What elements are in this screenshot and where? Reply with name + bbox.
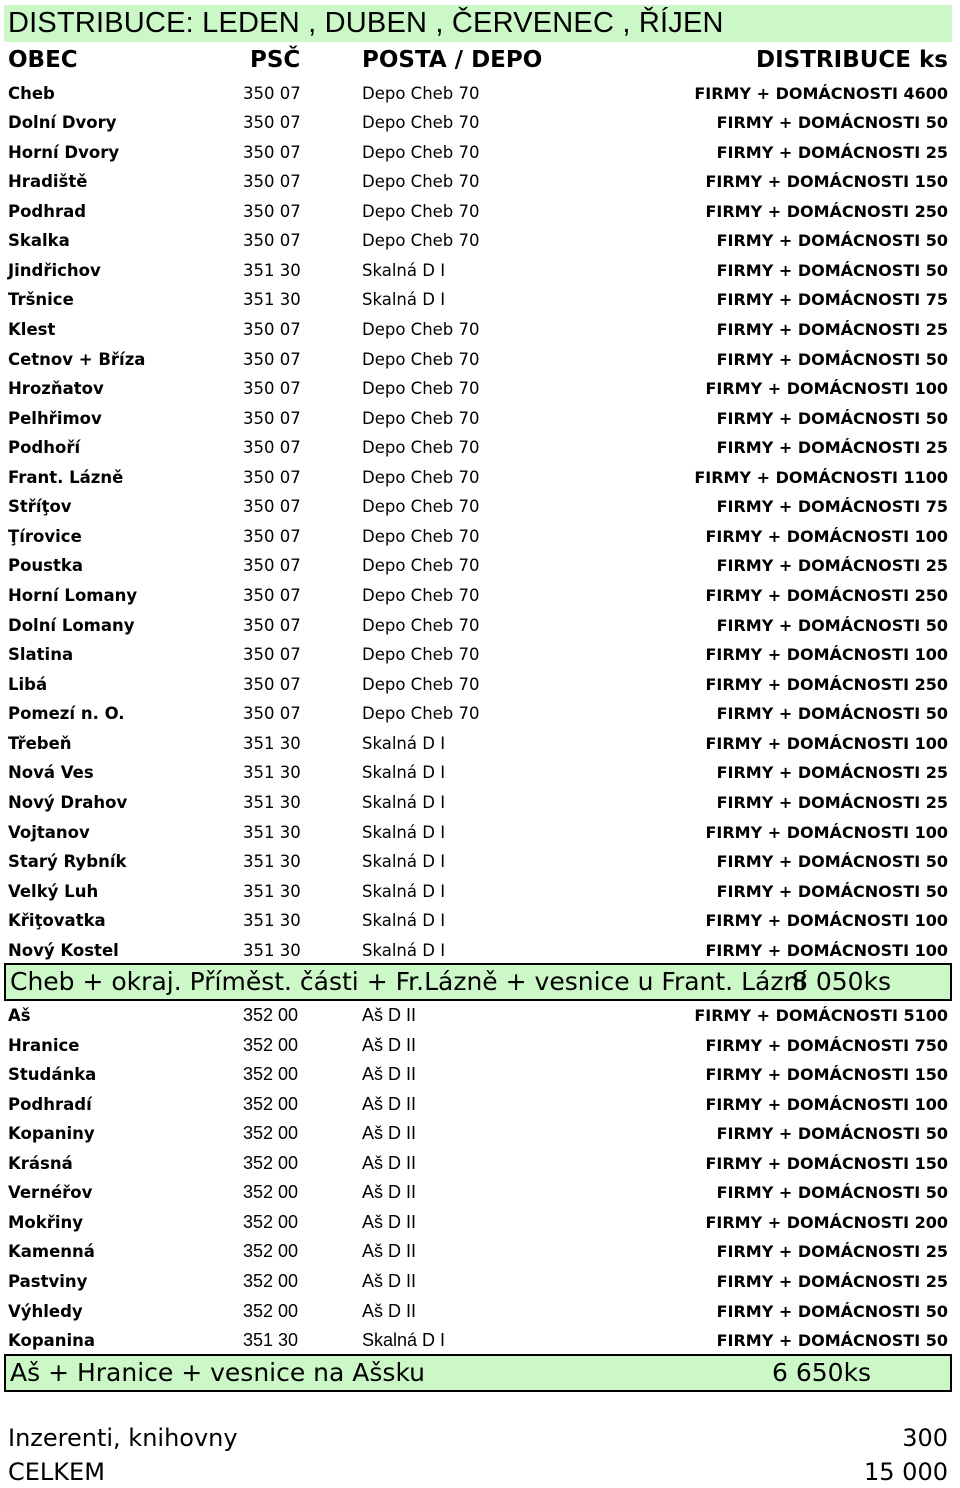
psc-cell: 350 07	[243, 231, 301, 251]
distribuce-cell: FIRMY + DOMÁCNOSTI 100	[705, 733, 948, 753]
distribuce-cell: FIRMY + DOMÁCNOSTI 250	[705, 201, 948, 221]
psc-cell: 350 07	[243, 556, 301, 576]
posta-cell: Depo Cheb 70	[362, 645, 480, 665]
distribuce-cell: FIRMY + DOMÁCNOSTI 50	[716, 113, 948, 133]
header-distribuce: DISTRIBUCE ks	[756, 47, 948, 73]
posta-cell: Depo Cheb 70	[362, 231, 480, 251]
posta-cell: Skalná D I	[362, 881, 446, 901]
table-row	[0, 433, 960, 463]
table-row	[0, 256, 960, 286]
document-title: DISTRIBUCE: LEDEN , DUBEN , ČERVENEC , ŘÍJEN	[4, 5, 952, 42]
table-row	[0, 699, 960, 729]
table-row	[0, 847, 960, 877]
posta-cell: Aš D II	[362, 1152, 417, 1173]
obec-cell: Mokřiny	[8, 1212, 84, 1232]
distribuce-cell: FIRMY + DOMÁCNOSTI 75	[716, 497, 948, 517]
psc-cell: 350 07	[243, 349, 301, 369]
distribuce-cell: FIRMY + DOMÁCNOSTI 750	[705, 1035, 948, 1055]
table-row	[0, 1326, 960, 1356]
distribuce-cell: FIRMY + DOMÁCNOSTI 50	[716, 231, 948, 251]
psc-cell: 351 30	[243, 940, 301, 960]
header-posta: POSTA / DEPO	[362, 47, 543, 73]
posta-cell: Depo Cheb 70	[362, 467, 480, 487]
psc-cell: 352 00	[243, 1300, 299, 1321]
psc-cell: 350 07	[243, 497, 301, 517]
table-row	[0, 492, 960, 522]
distribuce-cell: FIRMY + DOMÁCNOSTI 25	[716, 1242, 948, 1262]
table-row	[0, 640, 960, 670]
psc-cell: 350 07	[243, 586, 301, 606]
psc-cell: 352 00	[243, 1005, 299, 1025]
distribuce-cell: FIRMY + DOMÁCNOSTI 50	[716, 704, 948, 724]
table-row	[0, 404, 960, 434]
psc-cell: 350 07	[243, 113, 301, 133]
distribuce-cell: FIRMY + DOMÁCNOSTI 25	[716, 763, 948, 783]
table-row	[0, 551, 960, 581]
obec-cell: Pelhřimov	[8, 408, 102, 428]
inzerenti-label: Inzerenti, knihovny	[8, 1424, 238, 1452]
obec-cell: Jindřichov	[8, 260, 101, 280]
obec-cell: Slatina	[8, 645, 74, 665]
distribuce-cell: FIRMY + DOMÁCNOSTI 50	[716, 260, 948, 280]
distribuce-cell: FIRMY + DOMÁCNOSTI 250	[705, 586, 948, 606]
posta-cell: Depo Cheb 70	[362, 83, 480, 103]
obec-cell: Podhradí	[8, 1094, 92, 1114]
distribuce-cell: FIRMY + DOMÁCNOSTI 50	[716, 881, 948, 901]
obec-cell: Tršnice	[8, 290, 74, 310]
posta-cell: Skalná D I	[362, 290, 446, 310]
obec-cell: Ţírovice	[8, 526, 82, 546]
distribuce-cell: FIRMY + DOMÁCNOSTI 25	[716, 792, 948, 812]
distribuce-cell: FIRMY + DOMÁCNOSTI 100	[705, 940, 948, 960]
table-row	[0, 1090, 960, 1120]
obec-cell: Cetnov + Bříza	[8, 349, 146, 369]
table-row	[0, 877, 960, 907]
table-row	[0, 1267, 960, 1297]
table-row	[0, 906, 960, 936]
psc-cell: 351 30	[243, 763, 301, 783]
psc-cell: 351 30	[243, 852, 301, 872]
distribuce-cell: FIRMY + DOMÁCNOSTI 100	[705, 822, 948, 842]
obec-cell: Krásná	[8, 1153, 73, 1173]
posta-cell: Aš D II	[362, 1271, 417, 1292]
table-row	[0, 167, 960, 197]
obec-cell: Hranice	[8, 1035, 80, 1055]
obec-cell: Hrozňatov	[8, 379, 104, 399]
summary-value: 6 650ks	[772, 1358, 872, 1387]
obec-cell: Starý Rybník	[8, 852, 127, 872]
psc-cell: 351 30	[243, 260, 301, 280]
psc-cell: 351 30	[243, 733, 301, 753]
table-row	[0, 285, 960, 315]
posta-cell: Depo Cheb 70	[362, 704, 480, 724]
psc-cell: 352 00	[243, 1182, 299, 1203]
posta-cell: Depo Cheb 70	[362, 497, 480, 517]
table-row	[0, 758, 960, 788]
distribuce-cell: FIRMY + DOMÁCNOSTI 150	[705, 1065, 948, 1085]
posta-cell: Aš D II	[362, 1300, 417, 1321]
table-row	[0, 611, 960, 641]
obec-cell: Aš	[8, 1006, 31, 1025]
table-row	[0, 374, 960, 404]
posta-cell: Depo Cheb 70	[362, 142, 480, 162]
psc-cell: 352 00	[243, 1211, 299, 1232]
obec-cell: Stříţov	[8, 497, 72, 517]
summary-cheb	[4, 963, 952, 1001]
obec-cell: Klest	[8, 319, 56, 339]
distribuce-cell: FIRMY + DOMÁCNOSTI 50	[716, 1301, 948, 1321]
distribuce-cell: FIRMY + DOMÁCNOSTI 100	[705, 526, 948, 546]
distribuce-cell: FIRMY + DOMÁCNOSTI 25	[716, 319, 948, 339]
posta-cell: Depo Cheb 70	[362, 615, 480, 635]
table-row	[0, 788, 960, 818]
table-row	[0, 197, 960, 227]
obec-cell: Pomezí n. O.	[8, 704, 125, 724]
psc-cell: 351 30	[243, 1330, 299, 1351]
distribuce-cell: FIRMY + DOMÁCNOSTI 25	[716, 142, 948, 162]
obec-cell: Nový Kostel	[8, 940, 119, 960]
header-psc: PSČ	[250, 47, 301, 73]
table-row	[0, 463, 960, 493]
obec-cell: Horní Lomany	[8, 586, 138, 606]
obec-cell: Podhrad	[8, 201, 87, 221]
obec-cell: Kopanina	[8, 1331, 96, 1351]
posta-cell: Skalná D I	[362, 260, 446, 280]
psc-cell: 350 07	[243, 408, 301, 428]
psc-cell: 350 07	[243, 674, 301, 694]
distribuce-cell: FIRMY + DOMÁCNOSTI 250	[705, 674, 948, 694]
posta-cell: Skalná D I	[362, 733, 446, 753]
distribuce-cell: FIRMY + DOMÁCNOSTI 200	[705, 1212, 948, 1232]
distribuce-cell: FIRMY + DOMÁCNOSTI 1100	[694, 467, 948, 487]
celkem-label: CELKEM	[8, 1458, 105, 1486]
celkem-row	[0, 1456, 960, 1488]
distribuce-cell: FIRMY + DOMÁCNOSTI 100	[705, 911, 948, 931]
distribuce-cell: FIRMY + DOMÁCNOSTI 50	[716, 1124, 948, 1144]
obec-cell: Cheb	[8, 83, 55, 103]
psc-cell: 352 00	[243, 1241, 299, 1262]
distribuce-cell: FIRMY + DOMÁCNOSTI 75	[716, 290, 948, 310]
posta-cell: Skalná D I	[362, 1330, 446, 1351]
summary-as	[4, 1354, 952, 1392]
table-row	[0, 522, 960, 552]
distribuce-cell: FIRMY + DOMÁCNOSTI 50	[716, 852, 948, 872]
psc-cell: 350 07	[243, 172, 301, 192]
distribuce-cell: FIRMY + DOMÁCNOSTI 25	[716, 1272, 948, 1292]
celkem-value: 15 000	[864, 1458, 948, 1486]
posta-cell: Depo Cheb 70	[362, 526, 480, 546]
posta-cell: Aš D II	[362, 1064, 417, 1085]
posta-cell: Depo Cheb 70	[362, 349, 480, 369]
table-row	[0, 1149, 960, 1179]
table-row	[0, 729, 960, 759]
obec-cell: Libá	[8, 674, 48, 694]
posta-cell: Skalná D I	[362, 763, 446, 783]
distribuce-cell: FIRMY + DOMÁCNOSTI 100	[705, 379, 948, 399]
distribuce-cell: FIRMY + DOMÁCNOSTI 50	[716, 349, 948, 369]
psc-cell: 351 30	[243, 822, 301, 842]
obec-cell: Křiţovatka	[8, 911, 106, 931]
table-row	[0, 1297, 960, 1327]
table-row	[0, 1031, 960, 1061]
obec-cell: Vernéřov	[8, 1183, 93, 1203]
obec-cell: Kamenná	[8, 1242, 95, 1262]
posta-cell: Skalná D I	[362, 822, 446, 842]
table-row	[0, 818, 960, 848]
obec-cell: Kopaniny	[8, 1124, 95, 1144]
distribuce-cell: FIRMY + DOMÁCNOSTI 50	[716, 615, 948, 635]
table-row	[0, 345, 960, 375]
psc-cell: 352 00	[243, 1271, 299, 1292]
table-row	[0, 1178, 960, 1208]
distribuce-cell: FIRMY + DOMÁCNOSTI 50	[716, 1183, 948, 1203]
posta-cell: Depo Cheb 70	[362, 586, 480, 606]
obec-cell: Velký Luh	[8, 881, 99, 901]
obec-cell: Podhoří	[8, 438, 81, 458]
distribuce-cell: FIRMY + DOMÁCNOSTI 150	[705, 172, 948, 192]
obec-cell: Pastviny	[8, 1272, 88, 1292]
posta-cell: Aš D II	[362, 1034, 417, 1055]
inzerenti-value: 300	[902, 1424, 948, 1452]
distribuce-cell: FIRMY + DOMÁCNOSTI 4600	[694, 83, 948, 103]
psc-cell: 350 07	[243, 704, 301, 724]
table-row	[0, 315, 960, 345]
obec-cell: Vojtanov	[8, 822, 90, 842]
obec-cell: Skalka	[8, 231, 70, 251]
posta-cell: Depo Cheb 70	[362, 438, 480, 458]
posta-cell: Aš D II	[362, 1093, 417, 1114]
posta-cell: Skalná D I	[362, 792, 446, 812]
table-row	[0, 1237, 960, 1267]
table-row	[0, 1001, 960, 1031]
obec-cell: Studánka	[8, 1065, 97, 1085]
distribuce-cell: FIRMY + DOMÁCNOSTI 150	[705, 1153, 948, 1173]
obec-cell: Třebeň	[8, 733, 72, 753]
posta-cell: Depo Cheb 70	[362, 556, 480, 576]
table-row	[0, 581, 960, 611]
psc-cell: 350 07	[243, 615, 301, 635]
table-row	[0, 670, 960, 700]
table-row	[0, 108, 960, 138]
posta-cell: Depo Cheb 70	[362, 201, 480, 221]
psc-cell: 351 30	[243, 911, 301, 931]
distribuce-cell: FIRMY + DOMÁCNOSTI 25	[716, 438, 948, 458]
distribuce-cell: FIRMY + DOMÁCNOSTI 100	[705, 1094, 948, 1114]
psc-cell: 352 00	[243, 1123, 299, 1144]
summary-label: Aš + Hranice + vesnice na Ašsku	[10, 1358, 426, 1387]
psc-cell: 350 07	[243, 645, 301, 665]
posta-cell: Depo Cheb 70	[362, 113, 480, 133]
psc-cell: 350 07	[243, 201, 301, 221]
psc-cell: 350 07	[243, 438, 301, 458]
obec-cell: Poustka	[8, 556, 83, 576]
posta-cell: Depo Cheb 70	[362, 379, 480, 399]
obec-cell: Výhledy	[8, 1301, 83, 1321]
table-row	[0, 936, 960, 966]
distribuce-cell: FIRMY + DOMÁCNOSTI 5100	[694, 1006, 948, 1025]
psc-cell: 350 07	[243, 142, 301, 162]
psc-cell: 352 00	[243, 1152, 299, 1173]
header-obec: OBEC	[8, 47, 78, 73]
posta-cell: Aš D II	[362, 1241, 417, 1262]
psc-cell: 350 07	[243, 467, 301, 487]
psc-cell: 352 00	[243, 1034, 299, 1055]
obec-cell: Nový Drahov	[8, 792, 128, 812]
psc-cell: 350 07	[243, 319, 301, 339]
table-row	[0, 1119, 960, 1149]
obec-cell: Frant. Lázně	[8, 467, 124, 487]
psc-cell: 350 07	[243, 379, 301, 399]
table-row	[0, 226, 960, 256]
table-row	[0, 1060, 960, 1090]
posta-cell: Skalná D I	[362, 940, 446, 960]
psc-cell: 351 30	[243, 881, 301, 901]
posta-cell: Depo Cheb 70	[362, 319, 480, 339]
posta-cell: Aš D II	[362, 1005, 417, 1025]
psc-cell: 352 00	[243, 1093, 299, 1114]
table-row	[0, 79, 960, 109]
obec-cell: Dolní Lomany	[8, 615, 135, 635]
obec-cell: Nová Ves	[8, 763, 94, 783]
psc-cell: 350 07	[243, 83, 301, 103]
distribuce-cell: FIRMY + DOMÁCNOSTI 50	[716, 1331, 948, 1351]
inzerenti-row	[0, 1422, 960, 1454]
posta-cell: Skalná D I	[362, 852, 446, 872]
table-row	[0, 1208, 960, 1238]
posta-cell: Depo Cheb 70	[362, 408, 480, 428]
obec-cell: Horní Dvory	[8, 142, 120, 162]
posta-cell: Skalná D I	[362, 911, 446, 931]
distribuce-cell: FIRMY + DOMÁCNOSTI 100	[705, 645, 948, 665]
summary-value: 8 050ks	[792, 967, 892, 996]
distribuce-cell: FIRMY + DOMÁCNOSTI 50	[716, 408, 948, 428]
table-row	[0, 138, 960, 168]
posta-cell: Depo Cheb 70	[362, 674, 480, 694]
obec-cell: Hradiště	[8, 172, 88, 192]
distribuce-cell: FIRMY + DOMÁCNOSTI 25	[716, 556, 948, 576]
psc-cell: 351 30	[243, 792, 301, 812]
posta-cell: Aš D II	[362, 1211, 417, 1232]
posta-cell: Aš D II	[362, 1182, 417, 1203]
obec-cell: Dolní Dvory	[8, 113, 117, 133]
posta-cell: Aš D II	[362, 1123, 417, 1144]
summary-label: Cheb + okraj. Příměst. části + Fr.Lázně + vesnice u Frant. Lázní	[10, 967, 807, 996]
psc-cell: 351 30	[243, 290, 301, 310]
posta-cell: Depo Cheb 70	[362, 172, 480, 192]
psc-cell: 350 07	[243, 526, 301, 546]
psc-cell: 352 00	[243, 1064, 299, 1085]
